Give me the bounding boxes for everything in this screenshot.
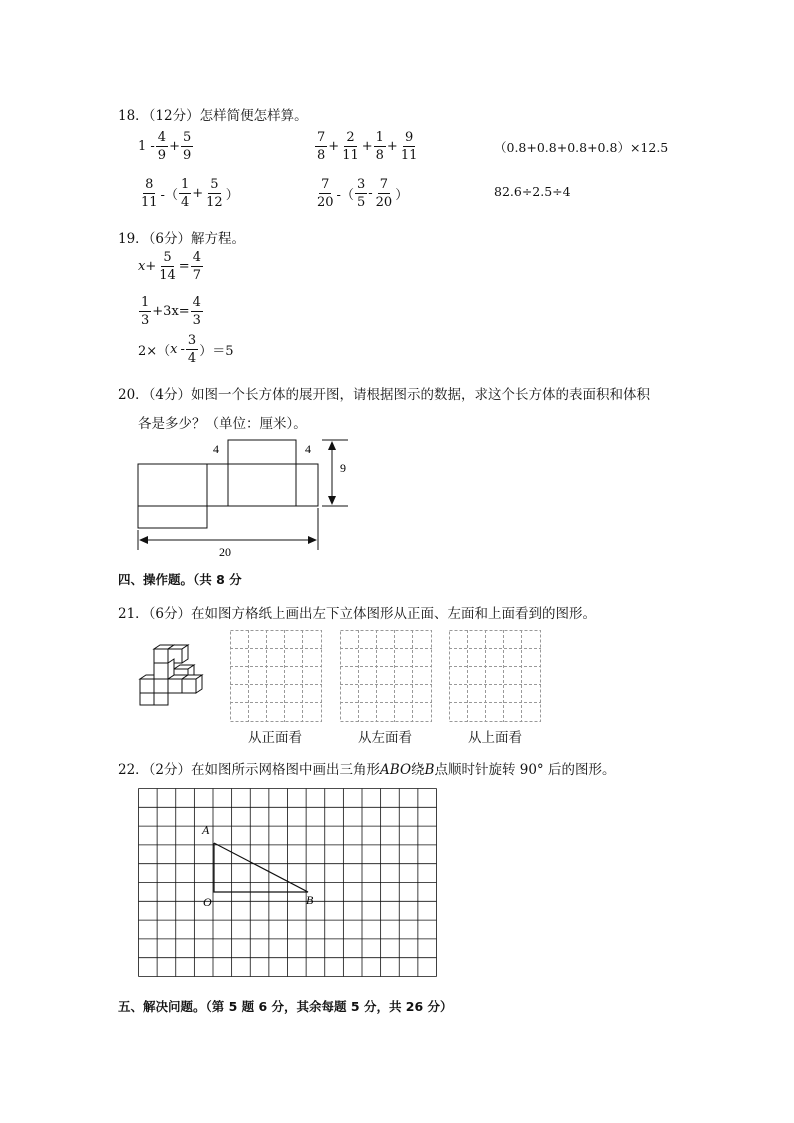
net-label-top-right: 4 [305, 442, 311, 456]
q18-expr-4: $\frac{8}{11}$ -（ $\frac{1}{4}$ + $\frac{5}{12}$ ） [141, 177, 239, 210]
point-a-label: A [202, 823, 210, 837]
point-b-label: B [306, 893, 314, 907]
fraction: $\frac{1}{3}$ [141, 295, 150, 328]
grid-left-view [340, 630, 432, 722]
net-bottom-face [138, 506, 207, 528]
q18-expr-6: 82.6÷2.5÷4 [494, 184, 571, 199]
q21-header: 21．（6分）在如图方格纸上画出左下立体图形从正面、左面和上面看到的图形。 [118, 606, 597, 622]
fraction: $\frac{8}{11}$ [141, 177, 158, 210]
cube-stack-figure [136, 645, 216, 707]
q20-line-2: 各是多少？（单位：厘米）。 [138, 416, 307, 432]
q19-header: 19．（6分）解方程。 [118, 231, 246, 247]
q18-expr-2: $\frac{7}{8}$ + $\frac{2}{11}$ + $\frac{1}{8}$ + $\frac{9}{11}$ [317, 130, 418, 163]
fraction: $\frac{7}{20}$ [317, 177, 334, 210]
net-label-width: 20 [219, 545, 231, 559]
fraction: $\frac{1}{4}$ [180, 177, 190, 210]
fraction: $\frac{5}{12}$ [206, 177, 223, 210]
point-o-label: O [203, 895, 212, 909]
grid-top-view [449, 630, 541, 722]
section-4-heading: 四、操作题。（共 8 分 [118, 572, 242, 587]
net-top-face [228, 440, 296, 464]
fraction: $\frac{5}{9}$ [182, 130, 192, 163]
section-5-heading: 五、解决问题。（第 5 题 6 分，其余每题 5 分，共 26 分） [118, 999, 453, 1014]
q19-eq-1: x + $\frac{5}{14}$ = $\frac{4}{7}$ [138, 250, 201, 283]
q18-expr-3: （0.8+0.8+0.8+0.8）×12.5 [494, 140, 669, 155]
fraction: $\frac{9}{11}$ [400, 130, 418, 163]
q19-eq-2: $\frac{1}{3}$ +3x= $\frac{4}{3}$ [141, 295, 201, 328]
q20-line-1: 20．（4分）如图一个长方体的展开图，请根据图示的数据，求这个长方体的表面积和体积 [118, 387, 651, 403]
q18-expr-5: $\frac{7}{20}$ -（ $\frac{3}{5}$ - $\frac{7}{20}$ ） [317, 177, 409, 210]
caption-front-view: 从正面看 [248, 730, 302, 746]
fraction: $\frac{5}{14}$ [159, 250, 176, 283]
triangle-abo [214, 843, 308, 892]
caption-top-view: 从上面看 [468, 730, 522, 746]
grid-front-view [230, 630, 322, 722]
fraction: $\frac{2}{11}$ [342, 130, 359, 163]
fraction: $\frac{7}{8}$ [317, 130, 326, 163]
fraction: $\frac{3}{5}$ [356, 177, 366, 210]
fraction: $\frac{4}{3}$ [192, 295, 201, 328]
q19-eq-3: 2×（ x - $\frac{3}{4}$ ）＝5 [138, 333, 234, 366]
fraction: $\frac{1}{8}$ [375, 130, 384, 163]
q18-expr-1: 1 - $\frac{4}{9}$ + $\frac{5}{9}$ [138, 130, 192, 163]
fraction: $\frac{3}{4}$ [187, 333, 197, 366]
fraction: $\frac{7}{20}$ [375, 177, 393, 210]
net-label-top-left: 4 [213, 442, 219, 456]
q22-header: 22．（2分）在如图所示网格图中画出三角形ABO绕B点顺时针旋转 90° 后的图形。 [118, 762, 616, 778]
fraction: $\frac{4}{7}$ [192, 250, 201, 283]
rotation-grid [138, 788, 438, 978]
q18-header: 18．（12分）怎样简便怎样算。 [118, 108, 308, 124]
caption-left-view: 从左面看 [358, 730, 412, 746]
net-label-height: 9 [340, 461, 346, 475]
fraction: $\frac{4}{9}$ [157, 130, 167, 163]
